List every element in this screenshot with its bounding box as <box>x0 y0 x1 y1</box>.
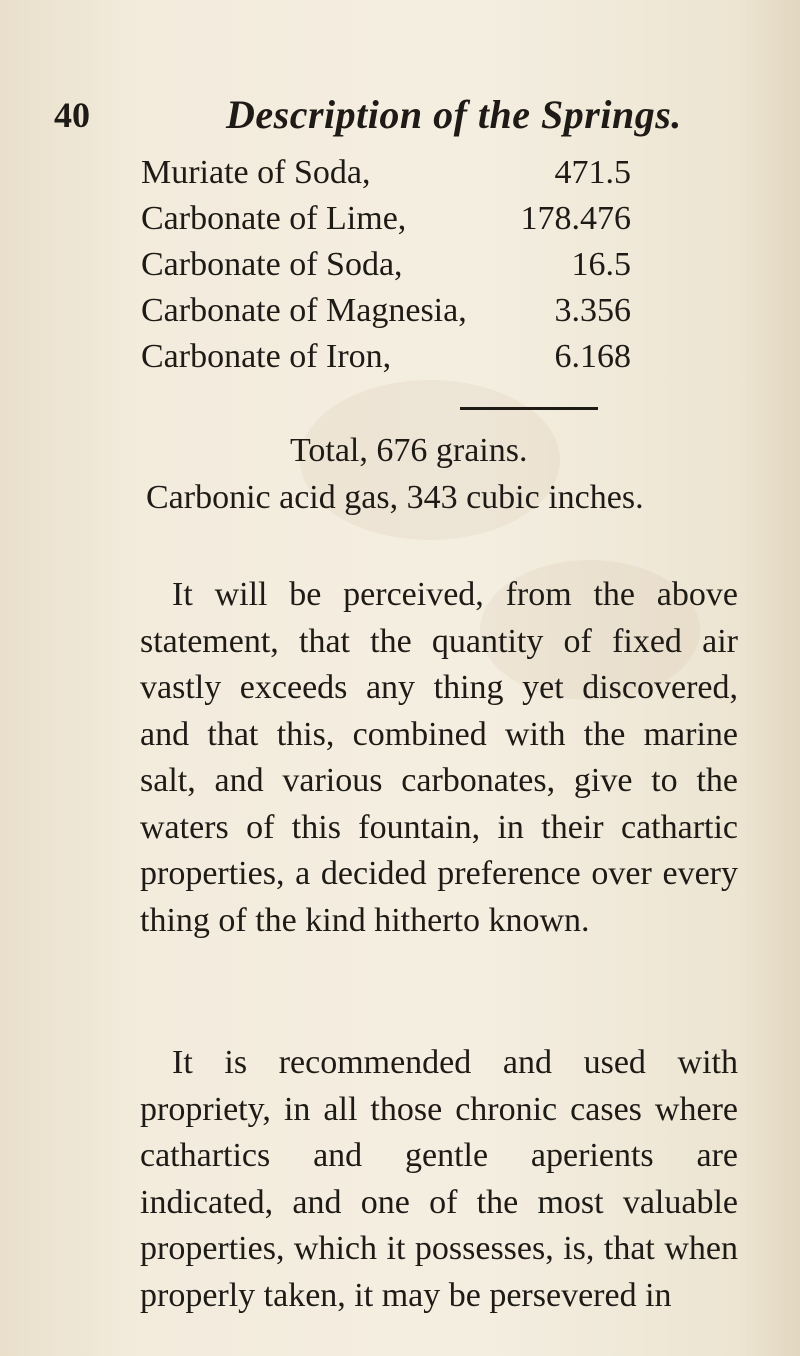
gas-line: Carbonic acid gas, 343 cubic inches. <box>146 479 644 516</box>
substance-name: Carbonate of Lime, <box>141 200 407 237</box>
body-paragraph: It is recommended and used with propriety, in all those chronic cases where cathartics and gentle aperients are indicated, and one of the most valuable properties, which it possesses, is, that when properly taken, it may be persevered in <box>140 1044 738 1314</box>
body-paragraph: It will be perceived, from the above statement, that the quantity of fixed air vastly exceeds any thing yet discovered, and that this, combined with the marine salt, and various carbonates, give to the waters of this fountain, in their cathartic properties, a decided preference over every thing of the kind hitherto known. <box>140 576 738 939</box>
table-row <box>141 288 741 334</box>
substance-value: 16.5 <box>571 246 631 283</box>
running-title: Description of the Springs. <box>226 92 682 137</box>
table-row <box>141 196 741 242</box>
substance-name: Carbonate of Magnesia, <box>141 292 467 329</box>
substance-value: 178.476 <box>520 200 631 237</box>
page-header <box>54 90 754 140</box>
substance-name: Carbonate of Soda, <box>141 246 403 283</box>
sum-rule <box>460 407 598 410</box>
substance-value: 3.356 <box>554 292 631 329</box>
total-line: Total, 676 grains. <box>290 432 528 469</box>
substance-value: 471.5 <box>554 154 631 191</box>
table-row <box>141 150 741 196</box>
substance-name: Carbonate of Iron, <box>141 338 392 375</box>
table-row <box>141 242 741 288</box>
analysis-table <box>141 150 741 380</box>
substance-name: Muriate of Soda, <box>141 154 371 191</box>
table-row <box>141 334 741 380</box>
page-number: 40 <box>54 95 90 135</box>
substance-value: 6.168 <box>554 338 631 375</box>
